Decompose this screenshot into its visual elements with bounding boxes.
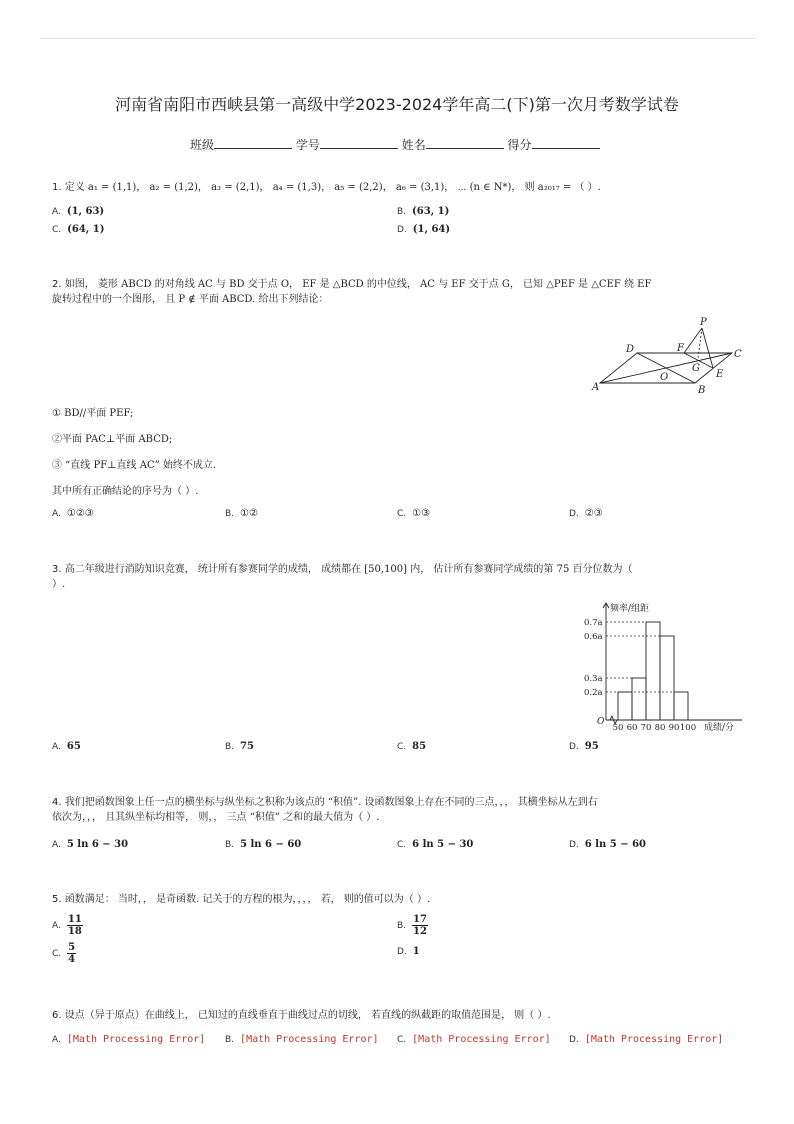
- x-tick-label: 100: [679, 723, 697, 733]
- option-letter: B.: [225, 509, 235, 519]
- conclusion-2: ②平面 PAC⊥平面 ABCD;: [52, 434, 173, 445]
- question-text: 定义 a₁ = (1,1)， a₂ = (1,2)， a₃ = (2,1)， a₄ = (1,3)， a₅ = (2,2)， a₆ = (3,1)， ⋯ (n ∈ N*)， 则 a₂₀₁₇ = （ ）.: [64, 182, 601, 193]
- option-value: 85: [412, 741, 427, 752]
- question-number: 2.: [52, 279, 62, 290]
- question-text-line1: 我们把函数图象上任一点的横坐标与纵坐标之积称为该点的 “积值”. 设函数图象上存在不同的三点，，， 其横坐标从左到右: [64, 797, 598, 808]
- option-value: 6 ln 5 − 30: [412, 839, 474, 850]
- x-axis-label: 成绩/分: [704, 723, 735, 733]
- denominator: 18: [67, 926, 82, 937]
- option-b[interactable]: [225, 839, 301, 850]
- name-blank[interactable]: [426, 136, 504, 149]
- option-value: ①②③: [66, 508, 94, 519]
- option-b[interactable]: [225, 508, 258, 519]
- question-number: 3.: [52, 564, 62, 575]
- x-tick-label: 50: [612, 723, 624, 733]
- option-letter: D.: [397, 225, 407, 235]
- question-2: [52, 277, 752, 307]
- score-blank[interactable]: [532, 136, 600, 149]
- page-title: 河南省南阳市西峡县第一高级中学2023-2024学年高二(下)第一次月考数学试卷: [115, 95, 679, 114]
- option-value: ②③: [584, 508, 603, 519]
- option-d[interactable]: [569, 839, 646, 850]
- label-p: P: [700, 317, 707, 328]
- option-a[interactable]: [52, 1034, 205, 1045]
- option-value: ①②: [240, 508, 258, 519]
- option-a[interactable]: [52, 508, 94, 519]
- option-a[interactable]: [52, 206, 104, 217]
- option-letter: D.: [569, 1035, 579, 1045]
- option-fraction: [67, 942, 76, 965]
- option-letter: A.: [52, 840, 61, 850]
- option-d[interactable]: [569, 741, 599, 752]
- label-b: B: [698, 385, 706, 396]
- question-number: 5.: [52, 894, 62, 905]
- option-letter: A.: [52, 742, 61, 752]
- option-value: 65: [66, 741, 81, 752]
- question-5: [52, 892, 752, 907]
- question-text-line1: 如图， 菱形 ABCD 的对角线 AC 与 BD 交于点 O， EF 是 △BCD 的中位线， AC 与 EF 交于点 G， 已知 △PEF 是 △CEF 绕 EF: [64, 279, 652, 290]
- label-g: G: [692, 363, 700, 374]
- header-rule: [40, 38, 756, 39]
- rhombus-figure: [588, 315, 748, 400]
- label-c: C: [734, 349, 742, 360]
- question-1: [52, 180, 601, 195]
- option-c[interactable]: [397, 1034, 551, 1045]
- question-text-line1: 高二年级进行消防知识竞赛， 统计所有参赛同学的成绩， 成绩都在 [50,100] 内， 估计所有参赛同学成绩的第 75 百分位数为（: [64, 564, 633, 575]
- origin-label: O: [597, 717, 605, 727]
- option-value: 95: [584, 741, 599, 752]
- option-value: 6 ln 5 − 60: [584, 839, 647, 850]
- question-number: 6.: [52, 1010, 62, 1021]
- x-tick-label: 70: [640, 723, 652, 733]
- option-letter: D.: [569, 509, 579, 519]
- option-letter: B.: [225, 742, 235, 752]
- option-b[interactable]: [225, 741, 254, 752]
- option-letter: D.: [569, 742, 579, 752]
- option-c[interactable]: [52, 942, 76, 965]
- option-value: (1, 63): [66, 206, 105, 217]
- math-error-text: [Math Processing Error]: [66, 1034, 206, 1045]
- label-a: A: [592, 382, 600, 393]
- x-tick-label: 90: [668, 723, 680, 733]
- segment-pe: [702, 328, 713, 368]
- option-a[interactable]: [52, 839, 128, 850]
- question-4: [52, 795, 752, 825]
- conclusion-1: ① BD//平面 PEF;: [52, 408, 134, 419]
- option-value: ①③: [412, 508, 431, 519]
- numerator: 11: [67, 914, 82, 925]
- x-tick-label: 60: [626, 723, 638, 733]
- option-letter: B.: [225, 840, 235, 850]
- denominator: 4: [68, 954, 76, 965]
- frequency-histogram: [582, 598, 748, 736]
- question-text: 函数满足： 当时，， 是奇函数. 记关于的方程的根为，，，， 若， 则的值可以为（ ）.: [64, 894, 431, 905]
- option-fraction: [67, 914, 83, 937]
- option-value: (64, 1): [67, 224, 105, 235]
- number-label: 学号: [295, 138, 320, 152]
- y-tick-label: 0.6a: [584, 632, 603, 642]
- option-letter: A.: [52, 207, 61, 217]
- option-a[interactable]: [52, 914, 83, 937]
- y-tick-label: 0.7a: [584, 618, 603, 628]
- option-letter: C.: [52, 949, 62, 959]
- label-d: D: [626, 344, 635, 355]
- question-prompt: 其中所有正确结论的序号为（ ）.: [52, 486, 199, 497]
- bar-60-70: [632, 678, 646, 720]
- option-value: 5 ln 6 − 60: [240, 839, 302, 850]
- denominator: 12: [413, 926, 427, 937]
- conclusion-3: ③ “直线 PF⊥直线 AC” 始终不成立.: [52, 460, 217, 471]
- option-b[interactable]: [397, 206, 449, 217]
- option-letter: B.: [225, 1035, 235, 1045]
- option-value: 5 ln 6 − 30: [66, 839, 129, 850]
- question-text: 设点（异于原点）在曲线上， 已知过的直线垂直于曲线过点的切线， 若直线的纵截距的取值范围是， 则（ ）.: [64, 1010, 551, 1021]
- y-tick-label: 0.3a: [584, 674, 603, 684]
- question-3: [52, 562, 752, 592]
- label-o: O: [660, 372, 669, 383]
- option-value: 1: [412, 946, 420, 957]
- option-d[interactable]: [569, 1034, 723, 1045]
- option-value: 75: [240, 741, 254, 752]
- option-b[interactable]: [397, 914, 428, 937]
- math-error-text: [Math Processing Error]: [240, 1034, 379, 1045]
- x-tick-label: 80: [654, 723, 666, 733]
- number-blank[interactable]: [320, 136, 398, 149]
- math-error-text: [Math Processing Error]: [412, 1034, 551, 1045]
- option-letter: C.: [397, 1035, 407, 1045]
- option-letter: C.: [397, 742, 407, 752]
- option-fraction: [412, 914, 428, 937]
- bar-50-60: [618, 692, 632, 720]
- option-letter: B.: [397, 921, 407, 931]
- option-c[interactable]: [52, 224, 104, 235]
- option-d[interactable]: [397, 946, 420, 957]
- option-letter: D.: [397, 947, 407, 957]
- bar-80-90: [660, 636, 674, 720]
- option-letter: D.: [569, 840, 579, 850]
- question-text-line2: 旋转过程中的一个图形， 且 P ∉ 平面 ABCD. 给出下列结论：: [52, 294, 329, 305]
- question-text-line2: 依次为，，， 且其纵坐标均相等， 则，， 三点 “积值” 之和的最大值为（ ）.: [52, 812, 380, 823]
- option-b[interactable]: [225, 1034, 379, 1045]
- option-c[interactable]: [397, 839, 473, 850]
- option-letter: A.: [52, 1035, 61, 1045]
- question-text-line2: ）.: [52, 579, 66, 590]
- class-blank[interactable]: [214, 136, 292, 149]
- question-6: [52, 1008, 752, 1023]
- name-label: 姓名: [401, 138, 426, 152]
- y-axis-label: 频率/组距: [610, 604, 650, 614]
- option-letter: B.: [397, 207, 407, 217]
- option-a[interactable]: [52, 741, 81, 752]
- score-label: 得分: [507, 138, 532, 152]
- option-value: (1, 64): [412, 224, 451, 235]
- option-d[interactable]: [569, 508, 603, 519]
- class-label: 班级: [190, 138, 215, 152]
- option-letter: C.: [52, 225, 62, 235]
- numerator: 5: [68, 942, 76, 953]
- y-tick-label: 0.2a: [584, 688, 603, 698]
- math-error-text: [Math Processing Error]: [584, 1034, 724, 1045]
- label-e: E: [716, 369, 724, 380]
- option-c[interactable]: [397, 508, 430, 519]
- student-info-row: [190, 136, 600, 153]
- option-letter: A.: [52, 921, 61, 931]
- option-letter: A.: [52, 509, 61, 519]
- numerator: 17: [413, 914, 427, 925]
- option-letter: C.: [397, 840, 407, 850]
- bar-70-80: [646, 622, 660, 720]
- option-letter: C.: [397, 509, 407, 519]
- bar-90-100: [674, 692, 688, 720]
- question-number: 1.: [52, 182, 62, 193]
- option-d[interactable]: [397, 224, 450, 235]
- option-c[interactable]: [397, 741, 426, 752]
- label-f: F: [677, 343, 684, 354]
- question-number: 4.: [52, 797, 62, 808]
- option-value: (63, 1): [412, 206, 450, 217]
